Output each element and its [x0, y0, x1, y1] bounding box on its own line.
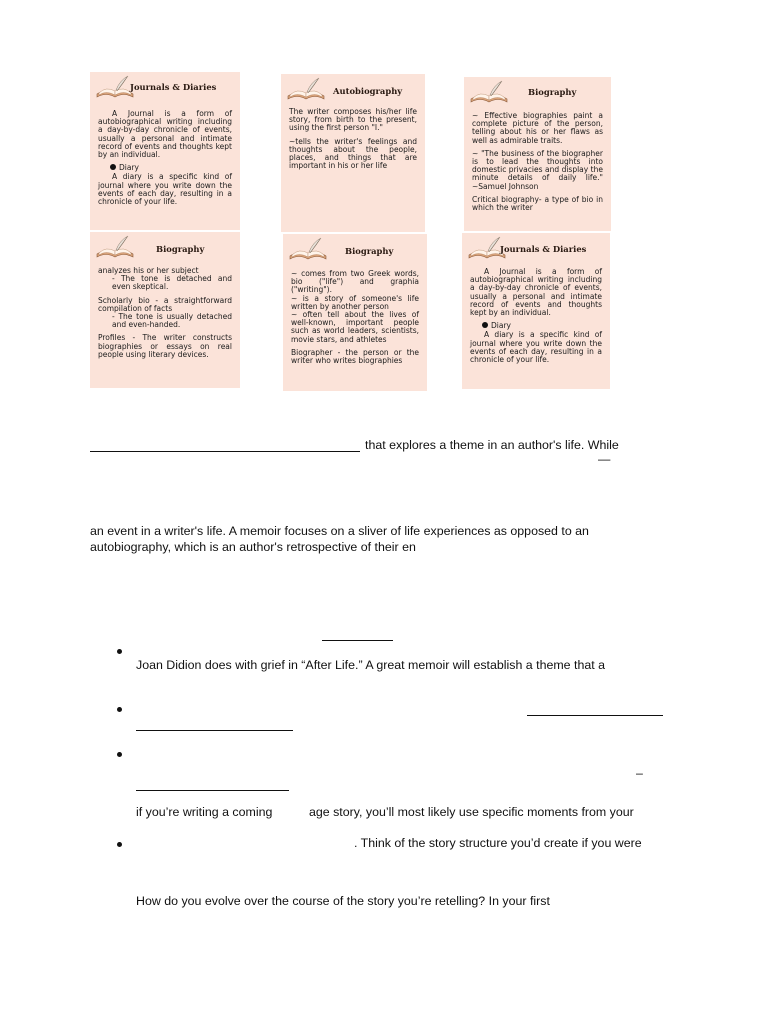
blank-line — [527, 715, 663, 716]
card-header — [281, 74, 425, 106]
card-text: ~ Effective biographies paint a complete picture of the person, telling about his or her flaws as well as admirable traits. — [472, 111, 603, 145]
open-book-quill-icon — [285, 76, 327, 106]
card-text: ~ often tell about the lives of well-known, important people such as world leaders, scientists, movie stars, and athletes — [291, 310, 419, 344]
card-bullet: Diary — [119, 163, 139, 173]
card-text: A diary is a specific kind of journal where you write down the events of each day, resulting in a chronicle of your life. — [98, 172, 232, 207]
card-biography-1 — [464, 77, 611, 231]
list-bullet — [117, 649, 122, 654]
card-title: Biography — [156, 244, 205, 254]
card-text: Scholarly bio - a straightforward compilation of facts — [98, 295, 232, 313]
card-header — [462, 233, 610, 265]
blank-line — [136, 730, 293, 731]
card-biography-2 — [90, 232, 240, 388]
card-journals-diaries-1 — [90, 72, 240, 230]
card-bullet: Diary — [491, 321, 511, 331]
blank-line — [322, 640, 393, 641]
list-bullet — [117, 752, 122, 757]
doc-dash: — — [598, 452, 611, 466]
blank-line — [136, 790, 289, 791]
card-text: - The tone is usually detached and even-handed. — [112, 312, 232, 330]
card-text: Profiles - The writer constructs biographies or essays on real people using literary devices. — [98, 333, 232, 359]
open-book-quill-icon — [468, 79, 510, 109]
card-text: A diary is a specific kind of journal where you write down the events of each day, resulting in a chronicle of your life. — [470, 330, 602, 365]
card-text: ~tells the writer's feelings and thoughts about the people, places, and things that are important in his or her life — [289, 136, 417, 171]
card-title: Biography — [345, 246, 394, 256]
doc-line: How do you evolve over the course of the story you’re retelling? In your first — [136, 894, 550, 908]
card-biography-3 — [283, 234, 427, 391]
doc-line: that explores a theme in an author's life. While — [365, 438, 619, 452]
doc-line: if you’re writing a coming — [136, 805, 273, 819]
list-item-text: . Think of the story structure you’d create if you were — [354, 836, 642, 850]
bullet-dot — [110, 164, 116, 170]
card-text: ~ is a story of someone's life written by another person — [291, 293, 419, 311]
card-text: Critical biography- a type of bio in which the writer — [472, 194, 603, 213]
card-header — [283, 234, 427, 266]
list-bullet — [117, 842, 122, 847]
card-title: Biography — [528, 87, 577, 97]
blank-line — [90, 451, 360, 452]
card-text: A Journal is a form of autobiographical writing including a day-by-day chronicle of events, usually a personal and intimate record of events and thoughts kept by an individual. — [98, 109, 232, 160]
card-header — [90, 72, 240, 104]
card-header — [90, 232, 240, 264]
doc-line: autobiography, which is an author's retrospective of their en — [90, 540, 416, 554]
card-text: A Journal is a form of autobiographical writing including a day-by-day chronicle of events, usually a personal and intimate record of events and thoughts kept by an individual. — [470, 267, 602, 318]
card-text: ~ comes from two Greek words, bio ("life") and graphia ("writing"). — [291, 269, 419, 295]
card-header — [464, 77, 611, 109]
doc-line: age story, you’ll most likely use specific moments from your — [309, 805, 634, 819]
bullet-dot — [482, 322, 488, 328]
doc-line: an event in a writer's life. A memoir focuses on a sliver of life experiences as opposed to an — [90, 524, 589, 538]
card-title: Autobiography — [333, 86, 403, 96]
open-book-quill-icon — [94, 234, 136, 264]
list-bullet — [117, 707, 122, 712]
card-text: - The tone is detached and even skeptical. — [112, 274, 232, 292]
doc-dash: – — [636, 766, 643, 780]
card-text: Biographer - the person or the writer who writes biographies — [291, 347, 419, 366]
card-text: The writer composes his/her life story, from birth to the present, using the first person "I." — [289, 107, 417, 133]
open-book-quill-icon — [287, 236, 329, 266]
card-text: analyzes his or her subject — [98, 266, 199, 275]
card-title: Journals & Diaries — [500, 244, 587, 254]
card-journals-diaries-2 — [462, 233, 610, 389]
card-text: ~ "The business of the biographer is to lead the thoughts into domestic privacies and display the minute details of daily life." ~Samuel Johnson — [472, 148, 603, 191]
card-autobiography — [281, 74, 425, 232]
card-title: Journals & Diaries — [130, 82, 217, 92]
list-item-text: Joan Didion does with grief in “After Life.” A great memoir will establish a theme that a — [136, 658, 606, 672]
